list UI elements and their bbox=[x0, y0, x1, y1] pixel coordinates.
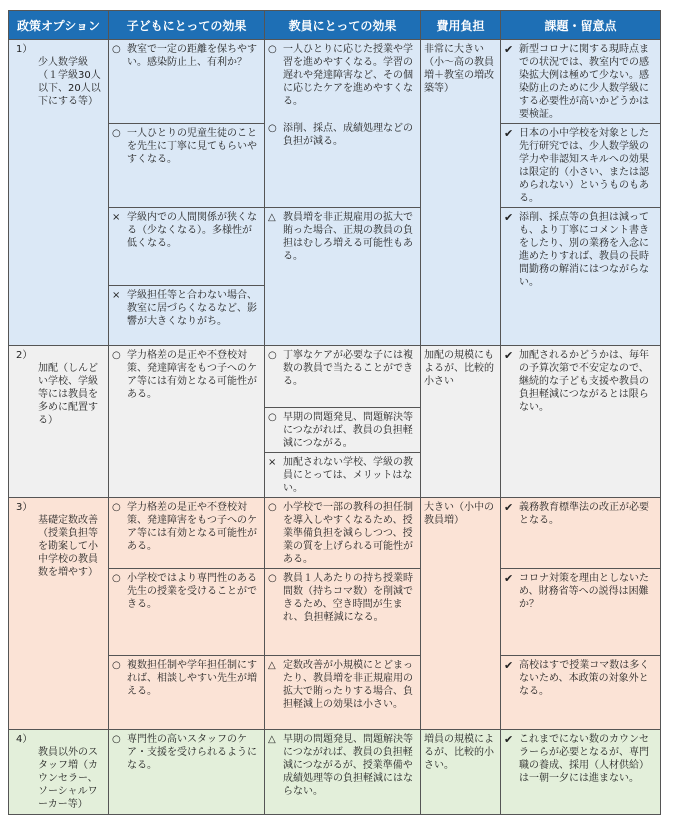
policy-option-text: 教員以外のスタッフ増（カウンセラー、ソーシャルワーカー等） bbox=[38, 747, 98, 810]
header-issues: 課題・留意点 bbox=[501, 11, 661, 40]
issue-cell: ✔ 義務教育標準法の改正が必要となる。 bbox=[501, 498, 661, 569]
checkmark-icon: ✔ bbox=[504, 501, 514, 514]
table-row bbox=[9, 40, 661, 124]
circle-mark-icon: ○ bbox=[268, 123, 277, 134]
circle-mark-icon: ○ bbox=[268, 44, 277, 55]
circle-mark-icon: ○ bbox=[112, 573, 121, 584]
cost-cell: 加配の規模にもよるが、比較的小さい bbox=[421, 346, 501, 498]
child-effect-cell: × 学級担任等と合わない場合、教室に居づらくなるなど、影響が大きくなりがち。 bbox=[109, 286, 265, 346]
child-effect-cell: ○ 複数担任制や学年担任制にすれば、相談しやすい先生が増える。 bbox=[109, 656, 265, 730]
cross-mark-icon: × bbox=[112, 290, 121, 301]
policy-option-text: 基礎定数改善（授業負担等を勘案して小中学校の教員数を増やす） bbox=[38, 515, 98, 578]
header-teacher-effect: 教員にとっての効果 bbox=[265, 11, 421, 40]
issue-cell: ✔ 添削、採点等の負担は減っても、より丁寧にコメント書きをしたり、別の業務を入念に進めたりすれば、教員の長時間勤務の解消にはつながらない。 bbox=[501, 208, 661, 346]
child-effect-cell: ○ 学力格差の是正や不登校対策、発達障害をもつ子へのケア等には有効となる可能性がある。 bbox=[109, 498, 265, 569]
teacher-effect-cell: × 加配されない学校、学級の教員にとっては、メリットはない。 bbox=[265, 453, 421, 498]
teacher-effect-cell: ○ 一人ひとりに応じた授業や学習を進めやすくなる。学習の遅れや発達障害など、その個に応じたケアを進めやすくなる。 ○ 添削、採点、成績処理などの負担が減る。 bbox=[265, 40, 421, 208]
child-effect-cell: ○ 小学校ではより専門性のある先生の授業を受けることができる。 bbox=[109, 569, 265, 656]
policy-number: 2） bbox=[16, 350, 33, 361]
table-row bbox=[9, 730, 661, 815]
issue-cell: ✔ コロナ対策を理由としないため、財務省等への説得は困難か？ bbox=[501, 569, 661, 656]
policy-number: 4） bbox=[16, 734, 33, 745]
cost-cell: 大きい（小中の教員増） bbox=[421, 498, 501, 730]
checkmark-icon: ✔ bbox=[504, 659, 514, 672]
policy-number: 1） bbox=[16, 44, 33, 55]
policy-option-cell bbox=[9, 40, 109, 346]
circle-mark-icon: ○ bbox=[268, 350, 277, 361]
child-effect-cell: ○ 学力格差の是正や不登校対策、発達障害をもつ子へのケア等には有効となる可能性がある。 bbox=[109, 346, 265, 498]
circle-mark-icon: ○ bbox=[112, 660, 121, 671]
table-row bbox=[9, 346, 661, 408]
teacher-effect-cell: ○ 小学校で一部の教科の担任制を導入しやすくなるため、授業準備負担を減らしつつ、授業の質を上げられる可能性がある。 bbox=[265, 498, 421, 569]
issue-cell: ✔ これまでにない数のカウンセラーらが必要となるが、専門職の養成、採用（人材供給）は一朝一夕には進まない。 bbox=[501, 730, 661, 815]
circle-mark-icon: ○ bbox=[112, 734, 121, 745]
triangle-mark-icon: △ bbox=[268, 660, 276, 671]
table-row bbox=[9, 498, 661, 569]
header-row bbox=[9, 11, 661, 40]
circle-mark-icon: ○ bbox=[112, 350, 121, 361]
issue-cell: ✔ 高校はすで授業コマ数は多くないため、本政策の対象外となる。 bbox=[501, 656, 661, 730]
policy-option-cell bbox=[9, 498, 109, 730]
checkmark-icon: ✔ bbox=[504, 43, 514, 56]
policy-option-text: 少人数学級（１学級30人以下、20人以下にする等） bbox=[38, 57, 101, 107]
policy-table bbox=[8, 10, 661, 815]
cross-mark-icon: × bbox=[112, 212, 121, 223]
child-effect-cell: ○ 教室で一定の距離を保ちやすい。感染防止上、有利か？ bbox=[109, 40, 265, 124]
child-effect-cell: × 学級内での人間関係が狭くなる（少なくなる）。多様性が低くなる。 bbox=[109, 208, 265, 286]
teacher-effect-cell: △ 教員増を非正規雇用の拡大で賄った場合、正規の教員の負担はむしろ増える可能性もある。 bbox=[265, 208, 421, 346]
triangle-mark-icon: △ bbox=[268, 212, 276, 223]
circle-mark-icon: ○ bbox=[112, 44, 121, 55]
policy-number: 3） bbox=[16, 502, 33, 513]
teacher-effect-cell: △ 定数改善が小規模にとどまったり、教員増を非正規雇用の拡大で賄ったりする場合、負担軽減上の効果は小さい。 bbox=[265, 656, 421, 730]
circle-mark-icon: ○ bbox=[268, 502, 277, 513]
checkmark-icon: ✔ bbox=[504, 211, 514, 224]
circle-mark-icon: ○ bbox=[112, 502, 121, 513]
triangle-mark-icon: △ bbox=[268, 734, 276, 745]
teacher-effect-cell: ○ 早期の問題発見、問題解決等につながれば、教員の負担軽減につながる。 bbox=[265, 408, 421, 453]
policy-option-text: 加配（しんどい学校、学級等には教員を多めに配置する） bbox=[38, 363, 98, 426]
teacher-effect-cell: ○ 丁寧なケアが必要な子には複数の教員で当たることができる。 bbox=[265, 346, 421, 408]
issue-cell: ✔ 加配されるかどうかは、毎年の予算次第で不安定なので、継続的な子ども支援や教員の負担軽減につながるとは限らない。 bbox=[501, 346, 661, 498]
checkmark-icon: ✔ bbox=[504, 127, 514, 140]
policy-option-cell bbox=[9, 730, 109, 815]
header-cost: 費用負担 bbox=[421, 11, 501, 40]
teacher-effect-cell: ○ 教員１人あたりの持ち授業時間数（持ちコマ数）を削減できるため、空き時間が生まれ、負担軽減になる。 bbox=[265, 569, 421, 656]
header-child-effect: 子どもにとっての効果 bbox=[109, 11, 265, 40]
issue-cell: ✔ 新型コロナに関する現時点までの状況では、教室内での感染拡大例は極めて少ない。感染防止のために少人数学級にする必要性が高いかどうかは要検証。 bbox=[501, 40, 661, 124]
cross-mark-icon: × bbox=[268, 457, 277, 468]
issue-cell: ✔ 日本の小中学校を対象とした先行研究では、少人数学級の学力や非認知スキルへの効果は限定的（小さい、または認められない）というものもある。 bbox=[501, 124, 661, 208]
policy-option-cell bbox=[9, 346, 109, 498]
checkmark-icon: ✔ bbox=[504, 572, 514, 585]
circle-mark-icon: ○ bbox=[268, 412, 277, 423]
circle-mark-icon: ○ bbox=[268, 573, 277, 584]
header-policy-option: 政策オプション bbox=[9, 11, 109, 40]
child-effect-cell: ○ 一人ひとりの児童生徒のことを先生に丁寧に見てもらいやすくなる。 bbox=[109, 124, 265, 208]
checkmark-icon: ✔ bbox=[504, 349, 514, 362]
child-effect-cell: ○ 専門性の高いスタッフのケア・支援を受けられるようになる。 bbox=[109, 730, 265, 815]
circle-mark-icon: ○ bbox=[112, 128, 121, 139]
cost-cell: 増員の規模によるが、比較的小さい。 bbox=[421, 730, 501, 815]
cost-cell: 非常に大きい（小～高の教員増＋教室の増改築等） bbox=[421, 40, 501, 346]
checkmark-icon: ✔ bbox=[504, 733, 514, 746]
teacher-effect-cell: △ 早期の問題発見、問題解決等につながれば、教員の負担軽減につながるが、授業準備や成績処理等の負担軽減にはならない。 bbox=[265, 730, 421, 815]
